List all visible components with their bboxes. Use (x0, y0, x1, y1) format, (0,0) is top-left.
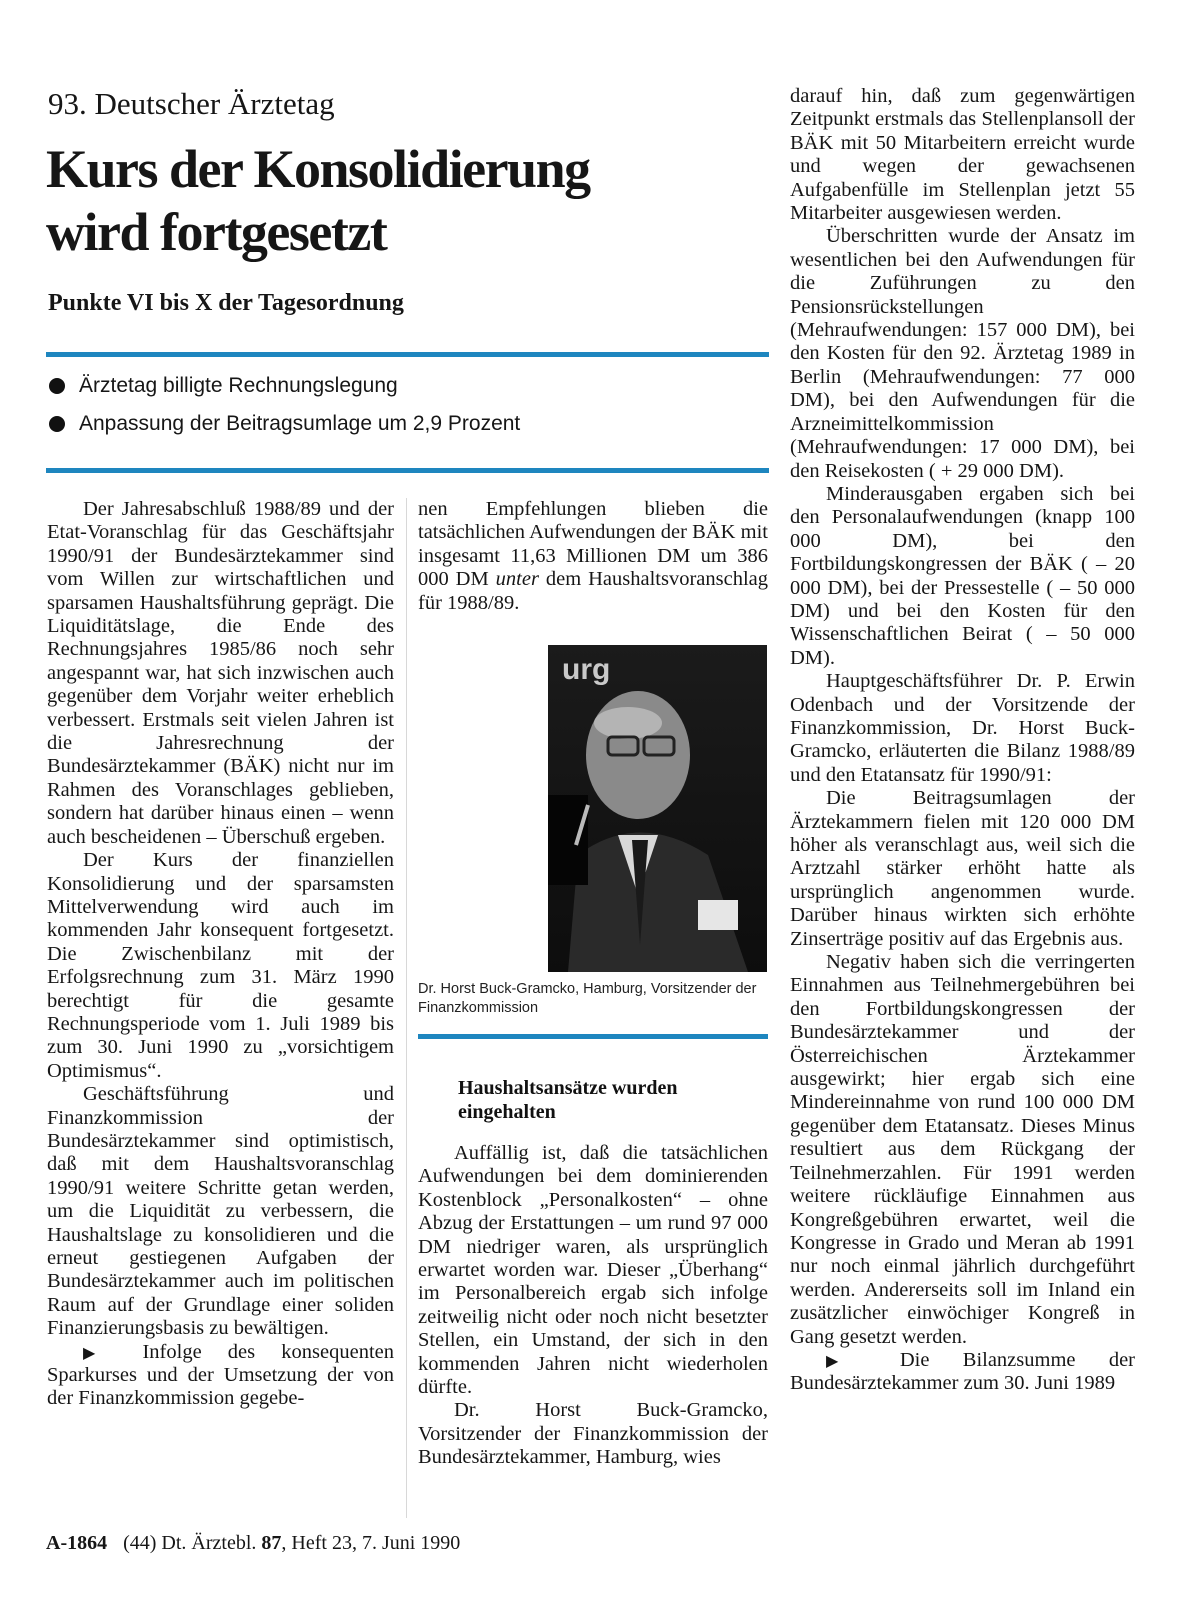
citation-volume: 87 (261, 1532, 282, 1554)
body-paragraph: Der Jahresabschluß 1988/89 und der Etat-Voranschlag für das Geschäftsjahr 1990/91 der Bundesärztekammer sind vom Willen zur wirtschaftlichen und sparsamen Haushaltsführung geprägt. Die Liquiditätslage, die Ende des Rechnungsjahres 1985/86 noch sehr angespannt war, hat sich inzwischen auch gegenüber dem Vorjahr weiter erheblich verbessert. Erstmals seit vielen Jahren ist die Jahresrechnung der Bundesärztekammer (BÄK) nicht nur im Rahmen des Voranschlages geblieben, sondern hat darüber hinaus einen – wenn auch bescheidenen – Überschuß ergeben. (47, 498, 394, 848)
body-paragraph: Minderausgaben ergaben sich bei den Personalaufwendungen (knapp 100 000 DM), bei den Fortbildungskongressen der BÄK ( – 20 000 DM), bei der Pressestelle ( – 50 000 DM) und bei den Kosten für den Wissenschaftlichen Beirat ( – 50 000 DM). (790, 482, 1135, 669)
body-paragraph: ▶ Die Bilanzsumme der Bundesärztekammer zum 30. Juni 1989 (790, 1348, 1135, 1395)
text-column-3 (790, 85, 1135, 1396)
photo-caption: Dr. Horst Buck-Gramcko, Hamburg, Vorsitzender der Finanzkommission (418, 981, 757, 1016)
article-headline (46, 138, 746, 264)
citation-suffix: , Heft 23, 7. Juni 1990 (281, 1532, 461, 1554)
text-column-1 (47, 498, 394, 1411)
body-paragraph: Negativ haben sich die verringerten Einnahmen aus Teilnehmergebühren bei den Fortbildungskongressen der Bundesärztekammer und der Österreichischen Ärztekammer ausgewirkt; hier ergab sich eine Mindereinnahme von rund 100 000 DM gegenüber dem Etatansatz. Dieses Minus resultiert aus dem Rückgang der Teilnehmerzahlen. Für 1991 werden weitere rückläufige Einnahmen aus Kongreßgebühren erwartet, weil die Kongresse in Grado und Meran ab 1991 nur noch einmal jährlich durchgeführt werden. Andererseits soll im Inland ein zusätzlicher einwöchiger Kongreß in Gang gesetzt werden. (790, 951, 1135, 1348)
body-paragraph: ▶ Infolge des konsequenten Sparkurses und der Umsetzung der von der Finanzkommission gegebe- (47, 1340, 394, 1410)
continuation-arrow-icon: ▶ (83, 1342, 117, 1362)
body-paragraph: Dr. Horst Buck-Gramcko, Vorsitzender der Finanzkommission der Bundesärztekammer, Hamburg, wies (418, 1399, 768, 1469)
portrait-figure (548, 645, 767, 972)
article-kicker: 93. Deutscher Ärztetag (48, 86, 335, 121)
column-divider (406, 498, 407, 1518)
portrait-photo (548, 645, 767, 972)
headline-line-1: Kurs der Konsolidierung (46, 139, 590, 199)
bullet-dot-icon (49, 416, 65, 432)
citation-prefix: (44) Dt. Ärztebl. (123, 1532, 257, 1554)
blue-rule-bottom (46, 468, 769, 473)
body-paragraph: Geschäftsführung und Finanzkommission der Bundesärztekammer sind optimistisch, daß mit dem Haushaltsvoranschlag 1990/91 weitere Schritte getan werden, um die Liquidität zu verbessern, die Haushaltslage zu konsolidieren und die erneut gestiegenen Aufgaben der Bundesärztekammer auch im politischen Raum auf der Grundlage einer soliden Finanzierungsbasis zu bewältigen. (47, 1083, 394, 1340)
body-paragraph: Auffällig ist, daß die tatsächlichen Aufwendungen bei dem dominierenden Kostenblock „Personalkosten“ – ohne Abzug der Erstattungen – um rund 97 000 DM niedriger waren, als ursprünglich erwartet worden war. Dieser „Überhang“ im Personalbereich ergab sich infolge zeitweilig nicht oder noch nicht besetzter Stellen, ein Umstand, der sich in den kommenden Jahren nicht wiederholen dürfte. (418, 1142, 768, 1399)
body-paragraph: Überschritten wurde der Ansatz im wesentlichen bei den Aufwendungen für die Zuführungen zu den Pensionsrückstellungen (Mehraufwendungen: 157 000 DM), bei den Kosten für den 92. Ärztetag 1989 in Berlin (Mehraufwendungen: 77 000 DM), bei den Aufwendungen für die Arzneimittelkommission (Mehraufwendungen: 17 000 DM), bei den Reisekosten ( + 29 000 DM). (790, 225, 1135, 482)
body-paragraph: Die Beitragsumlagen der Ärztekammern fielen mit 120 000 DM höher als veranschlagt aus, weil sich die Arztzahl stärker erhöht hatte als ursprünglich angenommen wurde. Darüber hinaus wirkten sich erhöhte Zinserträge positiv auf das Ergebnis aus. (790, 787, 1135, 950)
body-paragraph: nen Empfehlungen blieben die tatsächlichen Aufwendungen der BÄK mit insgesamt 11,63 Millionen DM um 386 000 DM unter dem Haushaltsvoranschlag für 1988/89. (418, 498, 768, 614)
bullet-dot-icon (49, 378, 65, 394)
text-column-2-top (418, 498, 768, 615)
summary-bullet: Ärztetag billigte Rechnungslegung (46, 374, 766, 412)
section-heading: Haushaltsansätze wurden eingehalten (458, 1077, 678, 1123)
page-number: A-1864 (46, 1532, 108, 1554)
blue-rule-top (46, 352, 769, 357)
body-paragraph: Hauptgeschäftsführer Dr. P. Erwin Odenbach und der Vorsitzende der Finanzkommission, Dr. Horst Buck-Gramcko, erläuterten die Bilanz 1988/89 und den Etatansatz für 1990/91: (790, 670, 1135, 786)
blue-rule-section (418, 1034, 768, 1039)
summary-bullet: Anpassung der Beitragsumlage um 2,9 Prozent (46, 412, 766, 450)
text-column-2-bottom (418, 1142, 768, 1470)
continuation-arrow-icon: ▶ (826, 1350, 867, 1370)
page-footer (46, 1532, 460, 1555)
body-paragraph: Der Kurs der finanziellen Konsolidierung und der sparsamsten Mittelverwendung wird auch im kommenden Jahr konsequent fortgesetzt. Die Zwischenbilanz mit der Erfolgsrechnung zum 31. März 1990 berechtigt für die gesamte Rechnungsperiode vom 1. Juli 1989 bis zum 30. Juni 1990 zu „vorsichtigem Optimismus“. (47, 849, 394, 1082)
body-paragraph: darauf hin, daß zum gegenwärtigen Zeitpunkt erstmals das Stellenplansoll der BÄK mit 50 Mitarbeitern erreicht wurde und wegen der gewachsenen Aufgabenfülle im Stellenplan jetzt 55 Mitarbeiter ausgewiesen werden. (790, 85, 1135, 225)
summary-bullets (46, 374, 766, 450)
article-subheadline: Punkte VI bis X der Tagesordnung (48, 290, 404, 316)
photo-backdrop-sign: urg (562, 653, 611, 686)
headline-line-2: wird fortgesetzt (46, 202, 387, 262)
